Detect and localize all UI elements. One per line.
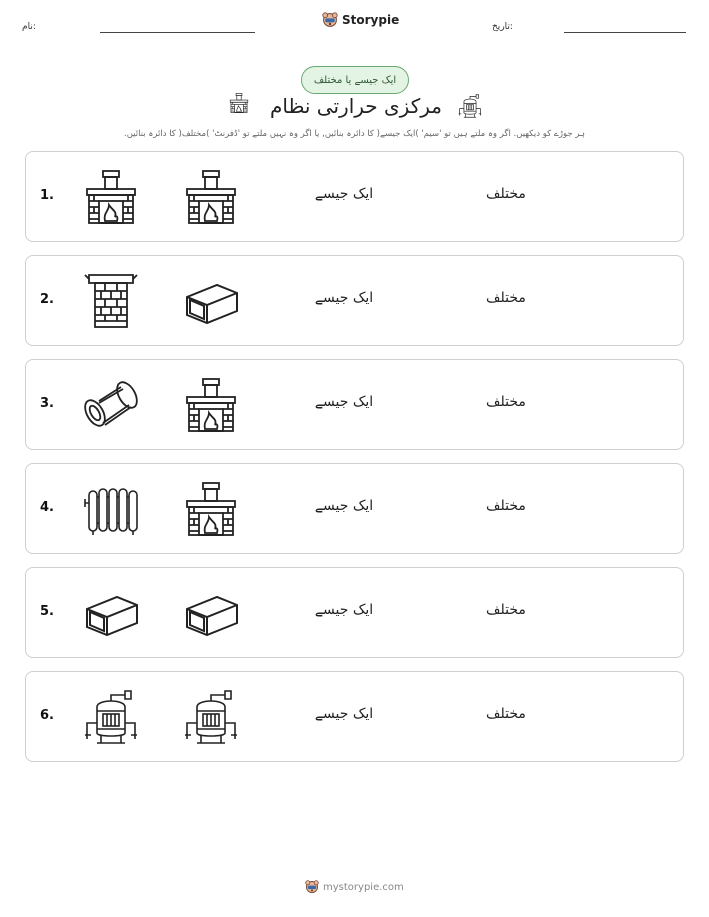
date-line bbox=[564, 32, 686, 33]
option-different[interactable]: مختلف bbox=[486, 602, 526, 618]
boiler-icon bbox=[81, 687, 141, 747]
option-same[interactable]: ایک جیسے bbox=[314, 706, 374, 722]
fireplace-title-icon bbox=[228, 92, 250, 114]
brand-name: Storypie bbox=[342, 13, 400, 27]
worksheet-type-badge: ایک جیسے یا مختلف bbox=[301, 66, 409, 94]
fireplace-icon bbox=[181, 479, 241, 539]
mascot-icon bbox=[305, 880, 319, 894]
instructions: ہر جوڑے کو دیکھیں. اگر وہ ملتے ہیں تو 'سیم' )ایک جیسے( کا دائرہ بنائیں, یا اگر وہ نہیں ملتے تو 'ڈفرنٹ' )مختلف( کا دائرہ بنائیں. bbox=[124, 129, 585, 139]
duct-icon bbox=[181, 583, 241, 643]
option-different[interactable]: مختلف bbox=[486, 498, 526, 514]
question-number: 2. bbox=[40, 292, 54, 307]
question-row bbox=[25, 255, 684, 346]
duct-icon bbox=[81, 583, 141, 643]
pipe-icon bbox=[81, 375, 141, 435]
question-number: 3. bbox=[40, 396, 54, 411]
worksheet-title: مرکزی حرارتی نظام bbox=[270, 94, 442, 118]
question-row bbox=[25, 567, 684, 658]
mascot-icon bbox=[322, 12, 338, 28]
question-row bbox=[25, 671, 684, 762]
option-different[interactable]: مختلف bbox=[486, 706, 526, 722]
fireplace-icon bbox=[181, 375, 241, 435]
option-different[interactable]: مختلف bbox=[486, 186, 526, 202]
option-different[interactable]: مختلف bbox=[486, 290, 526, 306]
radiator-icon bbox=[81, 479, 141, 539]
question-row bbox=[25, 359, 684, 450]
question-row bbox=[25, 463, 684, 554]
option-same[interactable]: ایک جیسے bbox=[314, 290, 374, 306]
fireplace-icon bbox=[81, 167, 141, 227]
name-label: نام: bbox=[22, 22, 36, 32]
name-line bbox=[100, 32, 255, 33]
boiler-icon bbox=[181, 687, 241, 747]
option-same[interactable]: ایک جیسے bbox=[314, 498, 374, 514]
footer-url: mystorypie.com bbox=[323, 881, 404, 893]
option-same[interactable]: ایک جیسے bbox=[314, 186, 374, 202]
duct-icon bbox=[181, 271, 241, 331]
question-number: 1. bbox=[40, 188, 54, 203]
question-row bbox=[25, 151, 684, 242]
date-label: تاریخ: bbox=[492, 22, 513, 32]
option-different[interactable]: مختلف bbox=[486, 394, 526, 410]
question-number: 5. bbox=[40, 604, 54, 619]
question-number: 6. bbox=[40, 708, 54, 723]
question-number: 4. bbox=[40, 500, 54, 515]
option-same[interactable]: ایک جیسے bbox=[314, 602, 374, 618]
option-same[interactable]: ایک جیسے bbox=[314, 394, 374, 410]
fireplace-icon bbox=[181, 167, 241, 227]
footer bbox=[305, 880, 404, 894]
boiler-title-icon bbox=[457, 93, 483, 119]
chimney-icon bbox=[81, 271, 141, 331]
brand-logo bbox=[322, 12, 399, 28]
